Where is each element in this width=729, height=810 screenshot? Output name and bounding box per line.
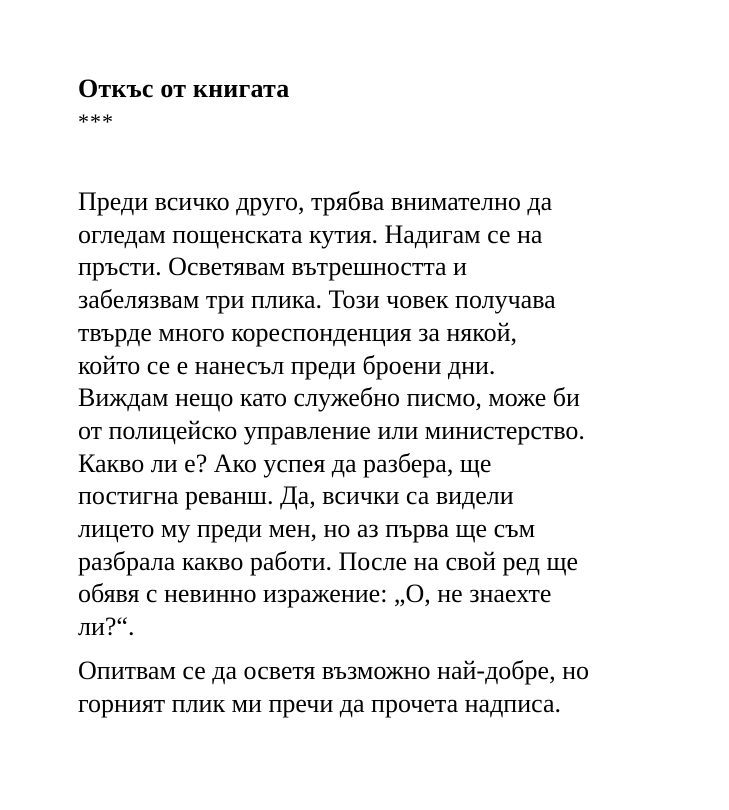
text-line: забелязвам три плика. Този човек получава — [78, 285, 556, 315]
paragraph-gap — [78, 644, 678, 655]
text-line: лицето му преди мен, но аз първа ще съм — [78, 514, 536, 544]
text-line: Какво ли е? Ако успея да разбера, ще — [78, 448, 492, 478]
text-line: постигна реванш. Да, всички са видели — [78, 481, 514, 511]
paragraph-1 — [78, 186, 678, 644]
text-line: горният плик ми пречи да прочета надписа. — [78, 688, 562, 718]
text-line: твърде много кореспонденция за някой, — [78, 317, 517, 347]
text-line: разбрала какво работи. После на свой ред ще — [78, 546, 579, 576]
text-line: Виждам нещо като служебно писмо, може би — [78, 383, 580, 413]
paragraph-2 — [78, 655, 678, 720]
text-line: който се е нанесъл преди броени дни. — [78, 350, 496, 380]
excerpt-title: Откъс от книгата — [78, 74, 290, 103]
section-separator: *** — [78, 109, 114, 134]
text-line: Опитвам се да осветя възможно най-добре, но — [78, 655, 589, 685]
excerpt-body — [78, 186, 678, 720]
text-line: огледам пощенската кутия. Надигам се на — [78, 219, 543, 249]
text-line: обявя с невинно изражение: „О, не знаехте — [78, 579, 552, 609]
text-line: ли?“. — [78, 612, 135, 642]
text-line: пръсти. Осветявам вътрешността и — [78, 252, 467, 282]
text-line: от полицейско управление или министерство. — [78, 415, 585, 445]
text-line: Преди всичко друго, трябва внимателно да — [78, 187, 553, 216]
